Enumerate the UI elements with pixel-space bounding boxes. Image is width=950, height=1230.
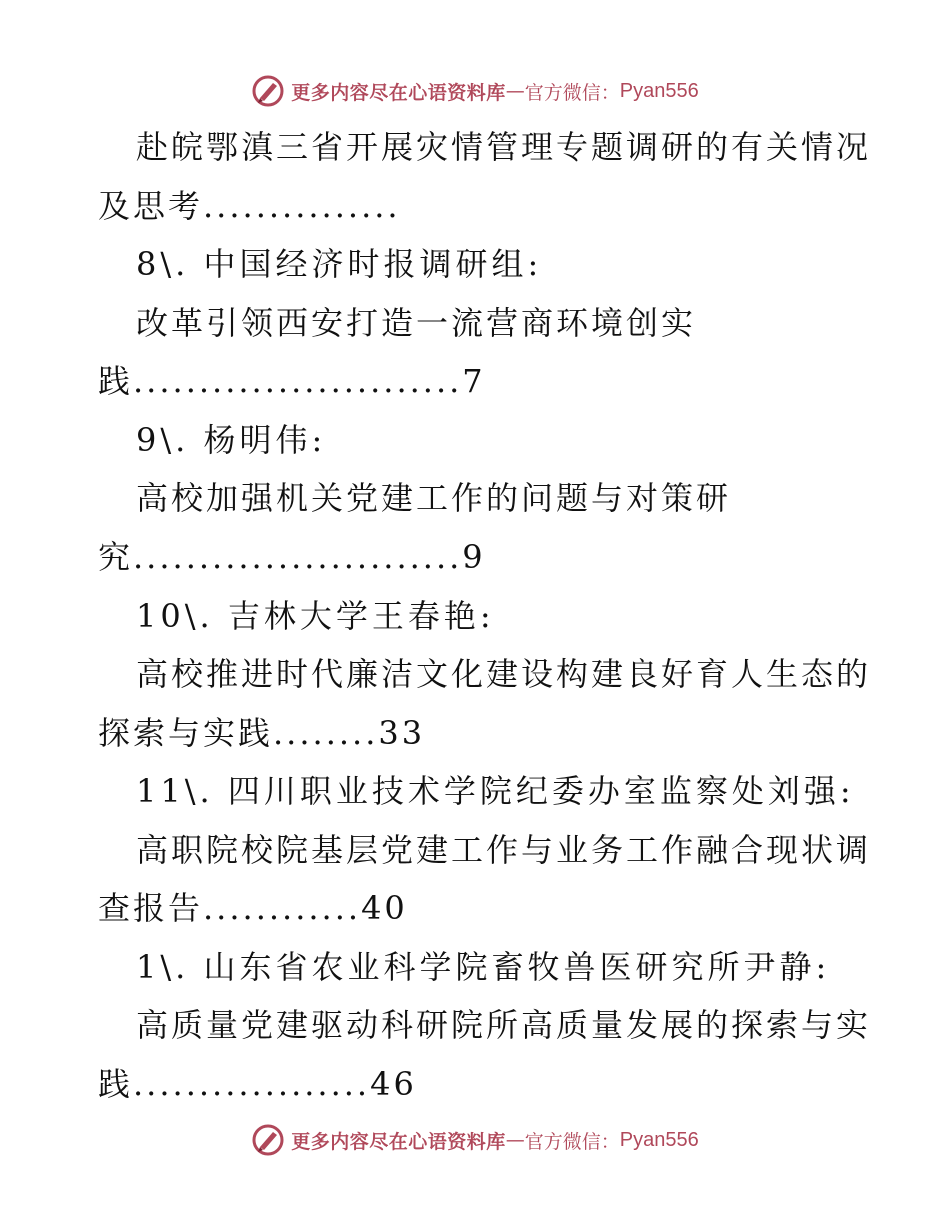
toc-title-line: 赴皖鄂滇三省开展灾情管理专题调研的有关情况 — [136, 128, 872, 166]
toc-title-line: 高职院校院基层党建工作与业务工作融合现状调 — [136, 831, 872, 869]
toc-entry-heading: 8\. 中国经济时报调研组: — [136, 245, 543, 283]
banner-wechat-id: Pyan556 — [619, 79, 699, 102]
toc-title-line-end: 查报告............40 — [98, 889, 408, 927]
toc-entry-heading: 9\. 杨明伟: — [136, 421, 327, 459]
toc-title-line: 改革引领西安打造一流营商环境创实 — [136, 304, 697, 342]
banner-wechat-id: Pyan556 — [619, 1128, 699, 1151]
toc-title-line: 高校加强机关党建工作的问题与对策研 — [136, 479, 732, 517]
banner-dash: — — [505, 1129, 525, 1151]
toc-entry-heading: 1\. 山东省农业科学院畜牧兽医研究所尹静: — [136, 948, 831, 986]
toc-title-line-end: 践.........................7 — [98, 362, 486, 400]
banner-dash: — — [505, 80, 525, 102]
banner-main-text: 更多内容尽在心语资料库 — [291, 1130, 506, 1153]
banner-wechat-label: 官方微信： — [524, 81, 620, 104]
banner-wechat-label: 官方微信： — [524, 1130, 620, 1153]
pen-logo-icon — [251, 1123, 285, 1157]
toc-title-line: 高校推进时代廉洁文化建设构建良好育人生态的 — [136, 655, 872, 693]
toc-title-line-end: 及思考............... — [98, 187, 401, 225]
toc-entry-heading: 11\. 四川职业技术学院纪委办室监察处刘强: — [136, 772, 855, 810]
pen-logo-icon — [251, 74, 285, 108]
toc-title-line-end: 究.........................9 — [98, 538, 486, 576]
header-watermark-banner — [0, 71, 950, 111]
toc-title-line-end: 践..................46 — [98, 1065, 417, 1103]
banner-main-text: 更多内容尽在心语资料库 — [291, 81, 506, 104]
toc-title-line: 高质量党建驱动科研院所高质量发展的探索与实 — [136, 1006, 872, 1044]
footer-watermark-banner — [0, 1120, 950, 1160]
toc-entry-heading: 10\. 吉林大学王春艳: — [136, 597, 495, 635]
toc-title-line-end: 探索与实践........33 — [98, 714, 426, 752]
